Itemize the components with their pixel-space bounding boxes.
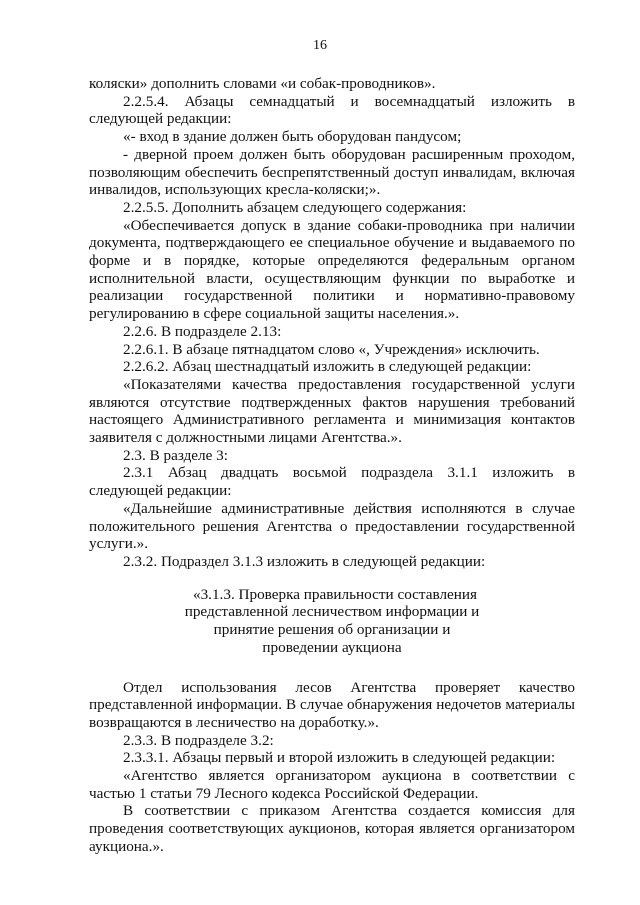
paragraph: 2.3.1 Абзац двадцать восьмой подраздела 3.1.1 изложить в следующей редакции: <box>89 464 575 500</box>
paragraph: - дверной проем должен быть оборудован расширенным проходом, позволяющим обеспечить беспрепятственный доступ инвалидам, включая инвалидов, использующих кресла-коляски;». <box>89 145 575 199</box>
paragraph: 2.3.3.1. Абзацы первый и второй изложить в следующей редакции: <box>123 749 556 767</box>
document-body <box>89 75 575 856</box>
paragraph: «Дальнейшие административные действия исполняются в случае положительного решения Агентства о предоставлении государственной услуги.». <box>89 499 575 553</box>
paragraph: В соответствии с приказом Агентства создается комиссия для проведения соответствующих аукционов, которая является организатором аукциона.». <box>89 802 575 855</box>
paragraph: 2.3.3. В подразделе 3.2: <box>123 731 274 749</box>
heading-line: представленной лесничеством информации и <box>184 603 480 621</box>
subsection-heading <box>89 586 575 657</box>
paragraph: Отдел использования лесов Агентства проверяет качество представленной информации. В случае обнаружения недочетов материалы возвращаются в лесничество на доработку.». <box>89 678 575 731</box>
paragraph: 2.2.5.4. Абзацы семнадцатый и восемнадцатый изложить в следующей редакции: <box>89 92 575 128</box>
paragraph: «Обеспечивается допуск в здание собаки-проводника при наличии документа, подтверждающего ее специальное обучение и выдаваемого по форме и в порядке, которые определяются федеральным органом исполнительной власти, осуществляющим функции по выработке и реализации государственной политики и нормативно-правовому регулированию в сфере социальной защиты населения.». <box>89 216 575 323</box>
paragraph: 2.3. В разделе 3: <box>123 446 228 464</box>
paragraph: «- вход в здание должен быть оборудован пандусом; <box>123 128 462 146</box>
heading-line: принятие решения об организации и <box>213 621 451 639</box>
paragraph: «Показателями качества предоставления государственной услуги являются отсутствие подтвержденных фактов нарушения требований настоящего Административного регламента и минимизация контактов заявителя с должностными лицами Агентства.». <box>89 375 575 447</box>
paragraph: 2.2.5.5. Дополнить абзацем следующего содержания: <box>123 198 467 216</box>
page-number: 16 <box>313 38 327 53</box>
heading-line: проведении аукциона <box>262 638 402 656</box>
paragraph: 2.2.6.2. Абзац шестнадцатый изложить в следующей редакции: <box>123 358 532 376</box>
paragraph: 2.3.2. Подраздел 3.1.3 изложить в следующей редакции: <box>123 552 486 570</box>
paragraph: коляски» дополнить словами «и собак-проводников». <box>89 75 436 92</box>
paragraph: 2.2.6.1. В абзаце пятнадцатом слово «, Учреждения» исключить. <box>123 340 540 358</box>
paragraph: 2.2.6. В подразделе 2.13: <box>123 322 282 340</box>
paragraph: «Агентство является организатором аукциона в соответствии с частью 1 статьи 79 Лесного кодекса Российской Федерации. <box>89 767 575 802</box>
heading-line: «3.1.3. Проверка правильности составления <box>192 585 478 603</box>
